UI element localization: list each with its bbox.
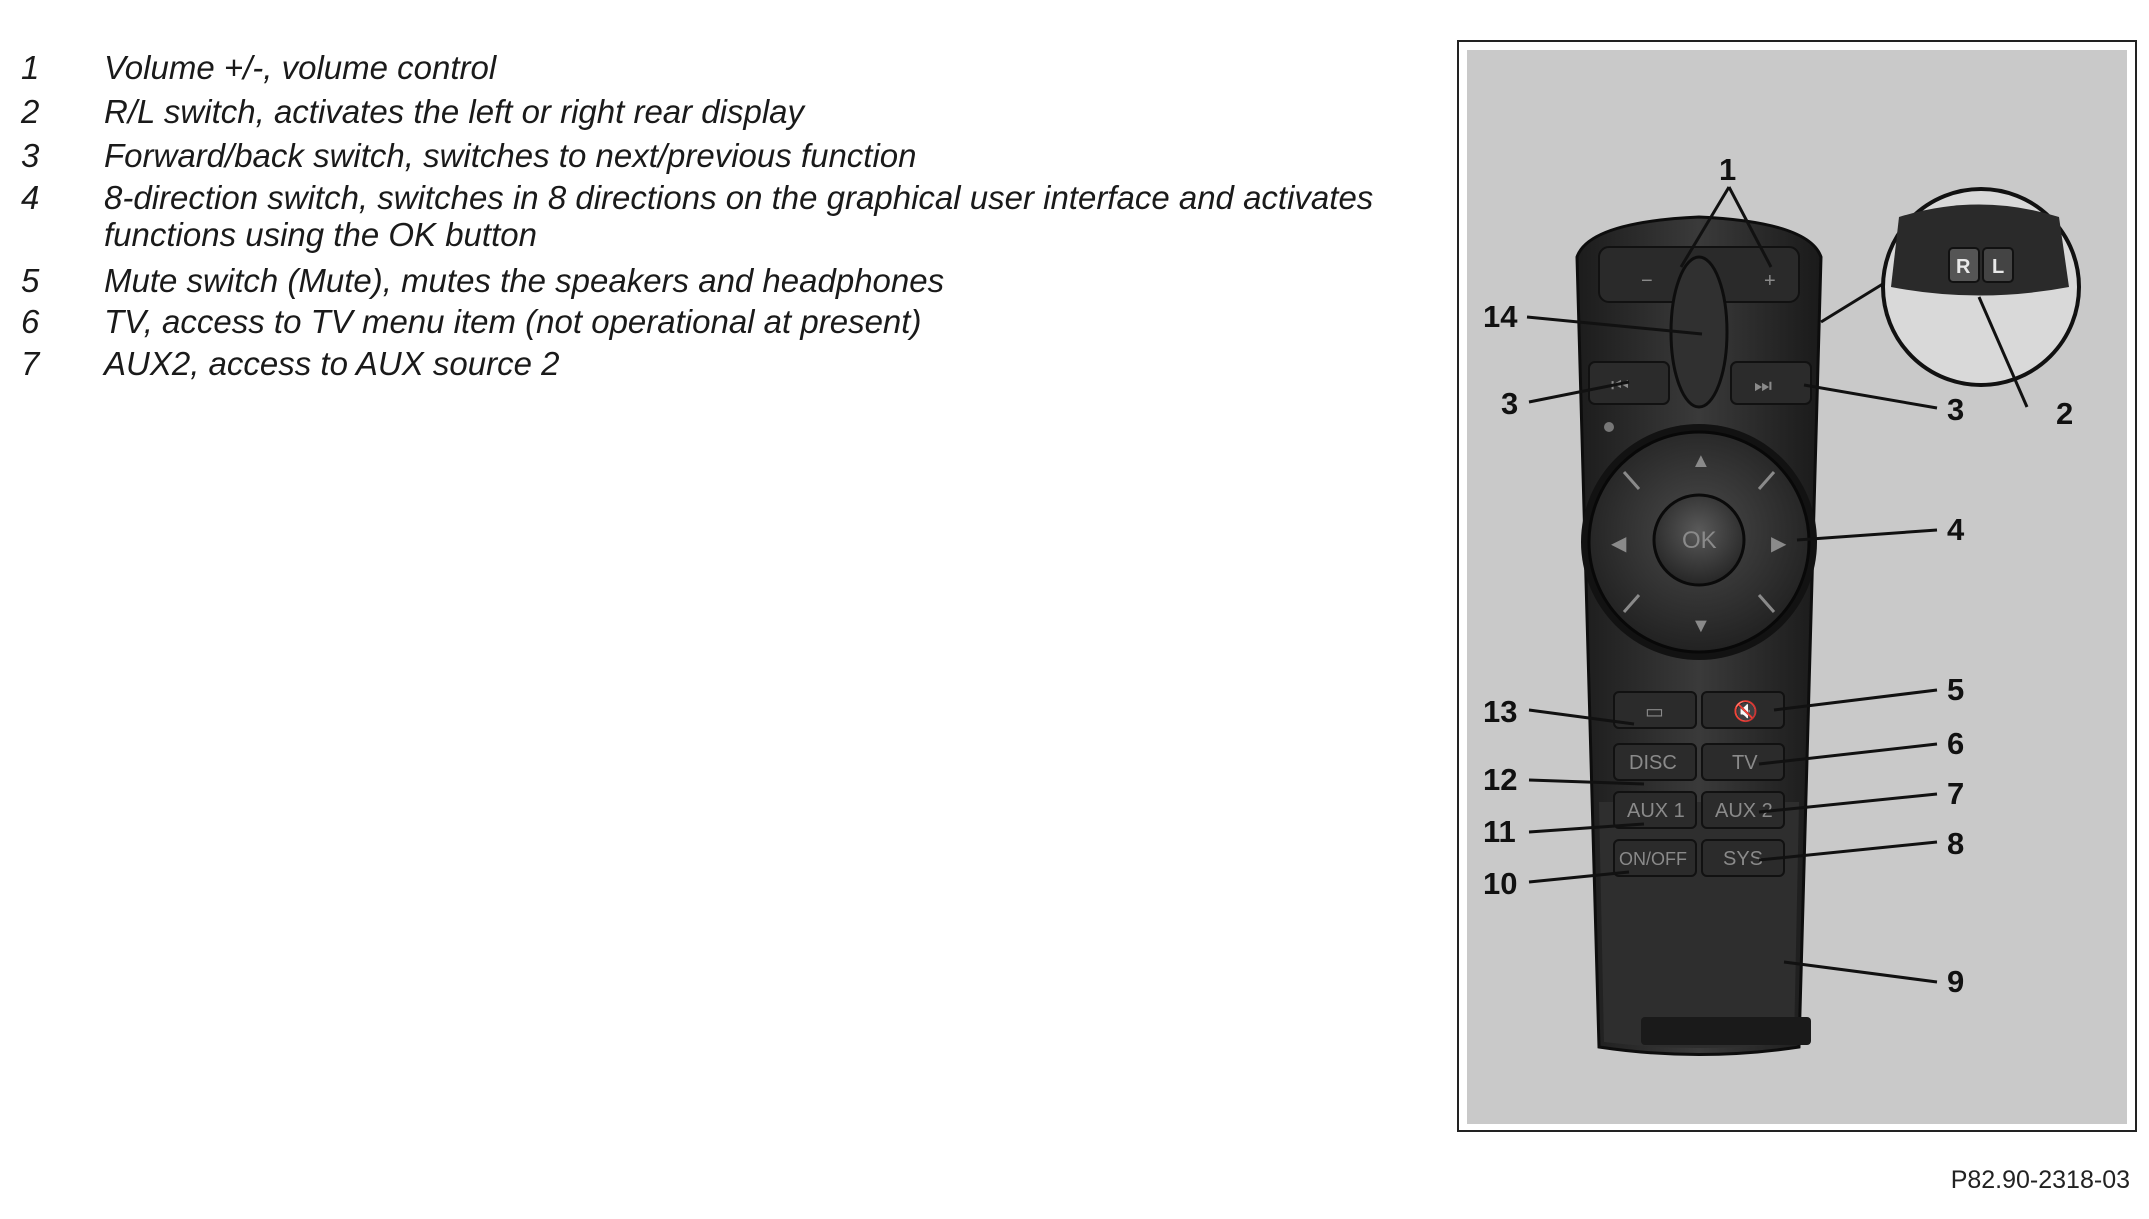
legend-number: 5 bbox=[21, 262, 40, 299]
volume-minus-label: − bbox=[1641, 270, 1653, 292]
callout-14: 14 bbox=[1483, 299, 1518, 334]
aux2-button-label: AUX 2 bbox=[1715, 800, 1773, 822]
callout-6: 6 bbox=[1947, 726, 1965, 761]
remote-control-illustration bbox=[1459, 42, 2139, 1134]
direction-pad[interactable] bbox=[1581, 424, 1817, 660]
arrow-right-icon: ▶ bbox=[1771, 533, 1787, 555]
volume-plus-label: + bbox=[1764, 270, 1776, 292]
callout-12: 12 bbox=[1483, 762, 1518, 797]
legend-text: Mute switch (Mute), mutes the speakers and headphones bbox=[104, 262, 945, 299]
battery-latch bbox=[1641, 1017, 1811, 1045]
on-off-button-label: ON/OFF bbox=[1619, 849, 1687, 869]
arrow-down-icon: ▼ bbox=[1691, 615, 1711, 637]
callout-2: 2 bbox=[2056, 396, 2074, 431]
legend-text: AUX2, access to AUX source 2 bbox=[104, 345, 560, 382]
arrow-left-icon: ◀ bbox=[1611, 533, 1627, 555]
legend-text: R/L switch, activates the left or right rear display bbox=[104, 93, 805, 130]
legend-number: 7 bbox=[21, 345, 40, 382]
callout-3-left: 3 bbox=[1501, 386, 1519, 421]
callout-13: 13 bbox=[1483, 694, 1518, 729]
legend-text: Volume +/-, volume control bbox=[104, 49, 497, 86]
callout-4: 4 bbox=[1947, 512, 1965, 547]
disc-button-label: DISC bbox=[1629, 752, 1677, 774]
legend-number: 6 bbox=[21, 303, 40, 340]
legend-number: 1 bbox=[21, 49, 40, 86]
tv-button-label: TV bbox=[1732, 752, 1758, 774]
battery-compartment bbox=[1599, 802, 1799, 1048]
aux1-button-label: AUX 1 bbox=[1627, 800, 1685, 822]
callout-9: 9 bbox=[1947, 964, 1965, 999]
legend-number: 3 bbox=[21, 137, 40, 174]
ok-button-label: OK bbox=[1682, 527, 1717, 554]
skip-back-icon: ⏮ bbox=[1611, 375, 1629, 397]
callout-1: 1 bbox=[1719, 152, 1737, 187]
remote-control-figure bbox=[1457, 40, 2137, 1132]
callout-5: 5 bbox=[1947, 672, 1965, 707]
callout-10: 10 bbox=[1483, 866, 1518, 901]
rl-left-label: L bbox=[1992, 256, 2005, 278]
mute-speaker-icon: 🔇 bbox=[1733, 701, 1758, 723]
rl-switch-detail bbox=[1821, 189, 2079, 385]
callout-3-right: 3 bbox=[1947, 392, 1965, 427]
arrow-up-icon: ▲ bbox=[1691, 450, 1711, 472]
display-icon: ▭ bbox=[1645, 701, 1664, 723]
callout-8: 8 bbox=[1947, 826, 1965, 861]
legend-text: Forward/back switch, switches to next/previous function bbox=[104, 137, 917, 174]
status-led bbox=[1604, 422, 1614, 432]
legend-number: 2 bbox=[21, 93, 40, 130]
legend-number: 4 bbox=[21, 179, 40, 216]
figure-reference-code: P82.90-2318-03 bbox=[1950, 1166, 2130, 1194]
legend-text: TV, access to TV menu item (not operational at present) bbox=[104, 303, 922, 340]
skip-forward-icon: ⏭ bbox=[1754, 375, 1772, 397]
legend-text: 8-direction switch, switches in 8 directions on the graphical user interface and activates functions using the OK button bbox=[104, 179, 1374, 253]
rl-right-label: R bbox=[1956, 256, 1971, 278]
sys-button-label: SYS bbox=[1723, 848, 1764, 870]
callout-11: 11 bbox=[1483, 814, 1516, 849]
callout-7: 7 bbox=[1947, 776, 1965, 811]
